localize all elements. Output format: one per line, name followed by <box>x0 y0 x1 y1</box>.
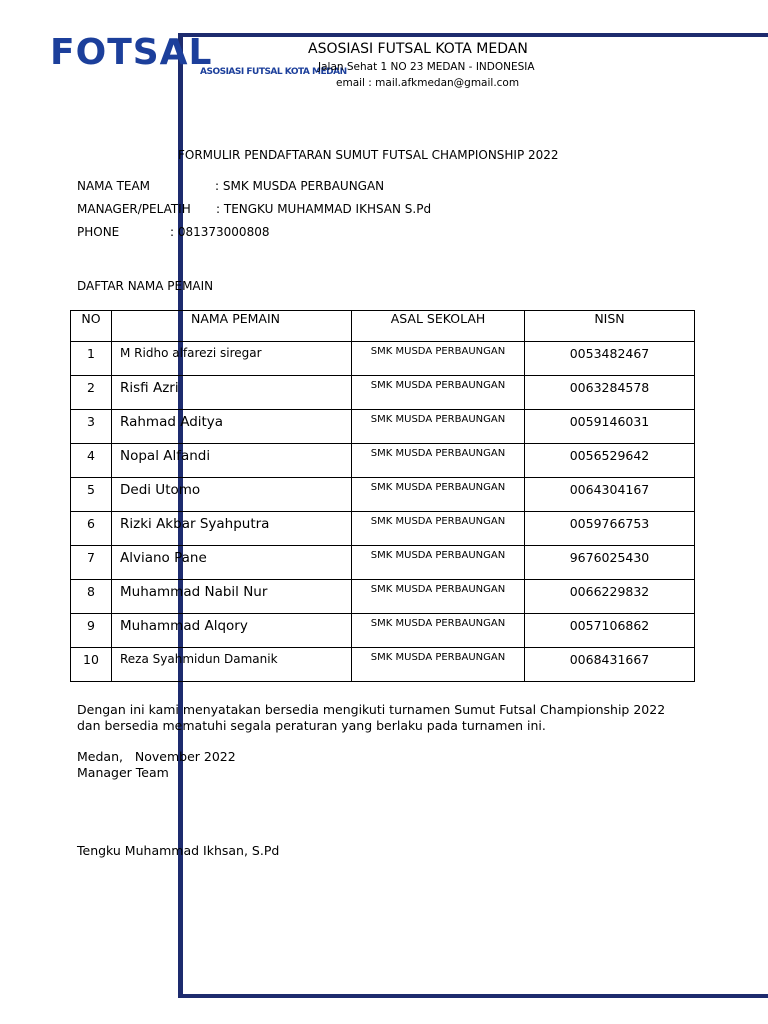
row-name: Alviano Pane <box>120 550 207 566</box>
header-name: NAMA PEMAIN <box>112 311 352 342</box>
table-row <box>71 342 695 376</box>
row-school: SMK MUSDA PERBAUNGAN <box>370 380 506 391</box>
row-school: SMK MUSDA PERBAUNGAN <box>370 516 506 527</box>
org-name: ASOSIASI FUTSAL KOTA MEDAN <box>308 41 528 57</box>
row-no: 9 <box>87 618 95 633</box>
row-school: SMK MUSDA PERBAUNGAN <box>370 652 506 663</box>
table-row <box>71 376 695 410</box>
row-school: SMK MUSDA PERBAUNGAN <box>370 550 506 561</box>
row-no: 3 <box>87 414 95 429</box>
table-row <box>71 546 695 580</box>
row-name: Risfi Azri <box>120 380 179 396</box>
row-name: Nopal Alfandi <box>120 448 211 464</box>
table-row <box>71 580 695 614</box>
header-no: NO <box>71 311 112 342</box>
row-nisn: 0053482467 <box>569 346 650 361</box>
declaration-text <box>77 702 665 734</box>
row-school: SMK MUSDA PERBAUNGAN <box>370 584 506 595</box>
manager-value: : TENGKU MUHAMMAD IKHSAN S.Pd <box>216 202 432 216</box>
table-row <box>71 648 695 682</box>
table-header-row <box>71 311 695 342</box>
row-name: Rizki Akbar Syahputra <box>120 516 270 532</box>
header-nisn: NISN <box>525 311 695 342</box>
header-school: ASAL SEKOLAH <box>352 311 525 342</box>
row-nisn: 0064304167 <box>569 482 650 497</box>
player-table <box>70 310 695 682</box>
table-row <box>71 410 695 444</box>
row-school: SMK MUSDA PERBAUNGAN <box>370 482 506 493</box>
row-nisn: 0066229832 <box>569 584 650 599</box>
row-school: SMK MUSDA PERBAUNGAN <box>370 448 506 459</box>
declaration-line-2: dan bersedia mematuhi segala peraturan yang berlaku pada turnamen ini. <box>77 718 546 733</box>
row-name: M Ridho alfarezi siregar <box>120 346 262 360</box>
row-no: 2 <box>87 380 95 395</box>
row-school: SMK MUSDA PERBAUNGAN <box>370 346 506 357</box>
row-no: 6 <box>87 516 95 531</box>
row-nisn: 0059766753 <box>569 516 650 531</box>
row-name: Reza Syahmidun Damanik <box>120 652 278 666</box>
row-no: 10 <box>83 652 99 667</box>
row-nisn: 9676025430 <box>569 550 650 565</box>
table-row <box>71 614 695 648</box>
declaration-line-1: Dengan ini kami menyatakan bersedia mengikuti turnamen Sumut Futsal Championship 2022 <box>77 702 666 717</box>
place-date: Medan, November 2022 <box>77 749 236 764</box>
row-name: Muhammad Alqory <box>120 618 248 634</box>
row-name: Muhammad Nabil Nur <box>120 584 268 600</box>
logo-subtitle: ASOSIASI FUTSAL KOTA MEDAN <box>200 67 347 77</box>
manager-label: MANAGER/PELATIH <box>77 202 191 216</box>
org-email: email : mail.afkmedan@gmail.com <box>336 77 520 89</box>
row-nisn: 0063284578 <box>569 380 650 395</box>
table-row <box>71 512 695 546</box>
frame-top-line <box>178 33 768 37</box>
phone-value: : 081373000808 <box>170 225 270 239</box>
row-no: 8 <box>87 584 95 599</box>
futsal-logo: FOTSAL <box>50 32 213 73</box>
row-nisn: 0057106862 <box>569 618 650 633</box>
signer-name: Tengku Muhammad Ikhsan, S.Pd <box>77 843 280 858</box>
phone-label: PHONE <box>77 225 120 239</box>
row-no: 7 <box>87 550 95 565</box>
team-label: NAMA TEAM <box>77 179 151 193</box>
org-address: Jalan Sehat 1 NO 23 MEDAN - INDONESIA <box>318 61 535 73</box>
row-nisn: 0068431667 <box>569 652 650 667</box>
row-no: 5 <box>87 482 95 497</box>
form-title: FORMULIR PENDAFTARAN SUMUT FUTSAL CHAMPIONSHIP 2022 <box>178 148 559 162</box>
row-school: SMK MUSDA PERBAUNGAN <box>370 414 506 425</box>
row-no: 4 <box>87 448 95 463</box>
row-name: Dedi Utomo <box>120 482 201 498</box>
table-row <box>71 444 695 478</box>
row-name: Rahmad Aditya <box>120 414 224 430</box>
player-list-title: DAFTAR NAMA PEMAIN <box>77 279 214 293</box>
row-school: SMK MUSDA PERBAUNGAN <box>370 618 506 629</box>
frame-bottom-line <box>178 994 768 998</box>
row-nisn: 0059146031 <box>569 414 650 429</box>
signer-role: Manager Team <box>77 765 169 780</box>
team-value: : SMK MUSDA PERBAUNGAN <box>215 179 385 193</box>
row-no: 1 <box>87 346 95 361</box>
row-nisn: 0056529642 <box>569 448 650 463</box>
table-row <box>71 478 695 512</box>
